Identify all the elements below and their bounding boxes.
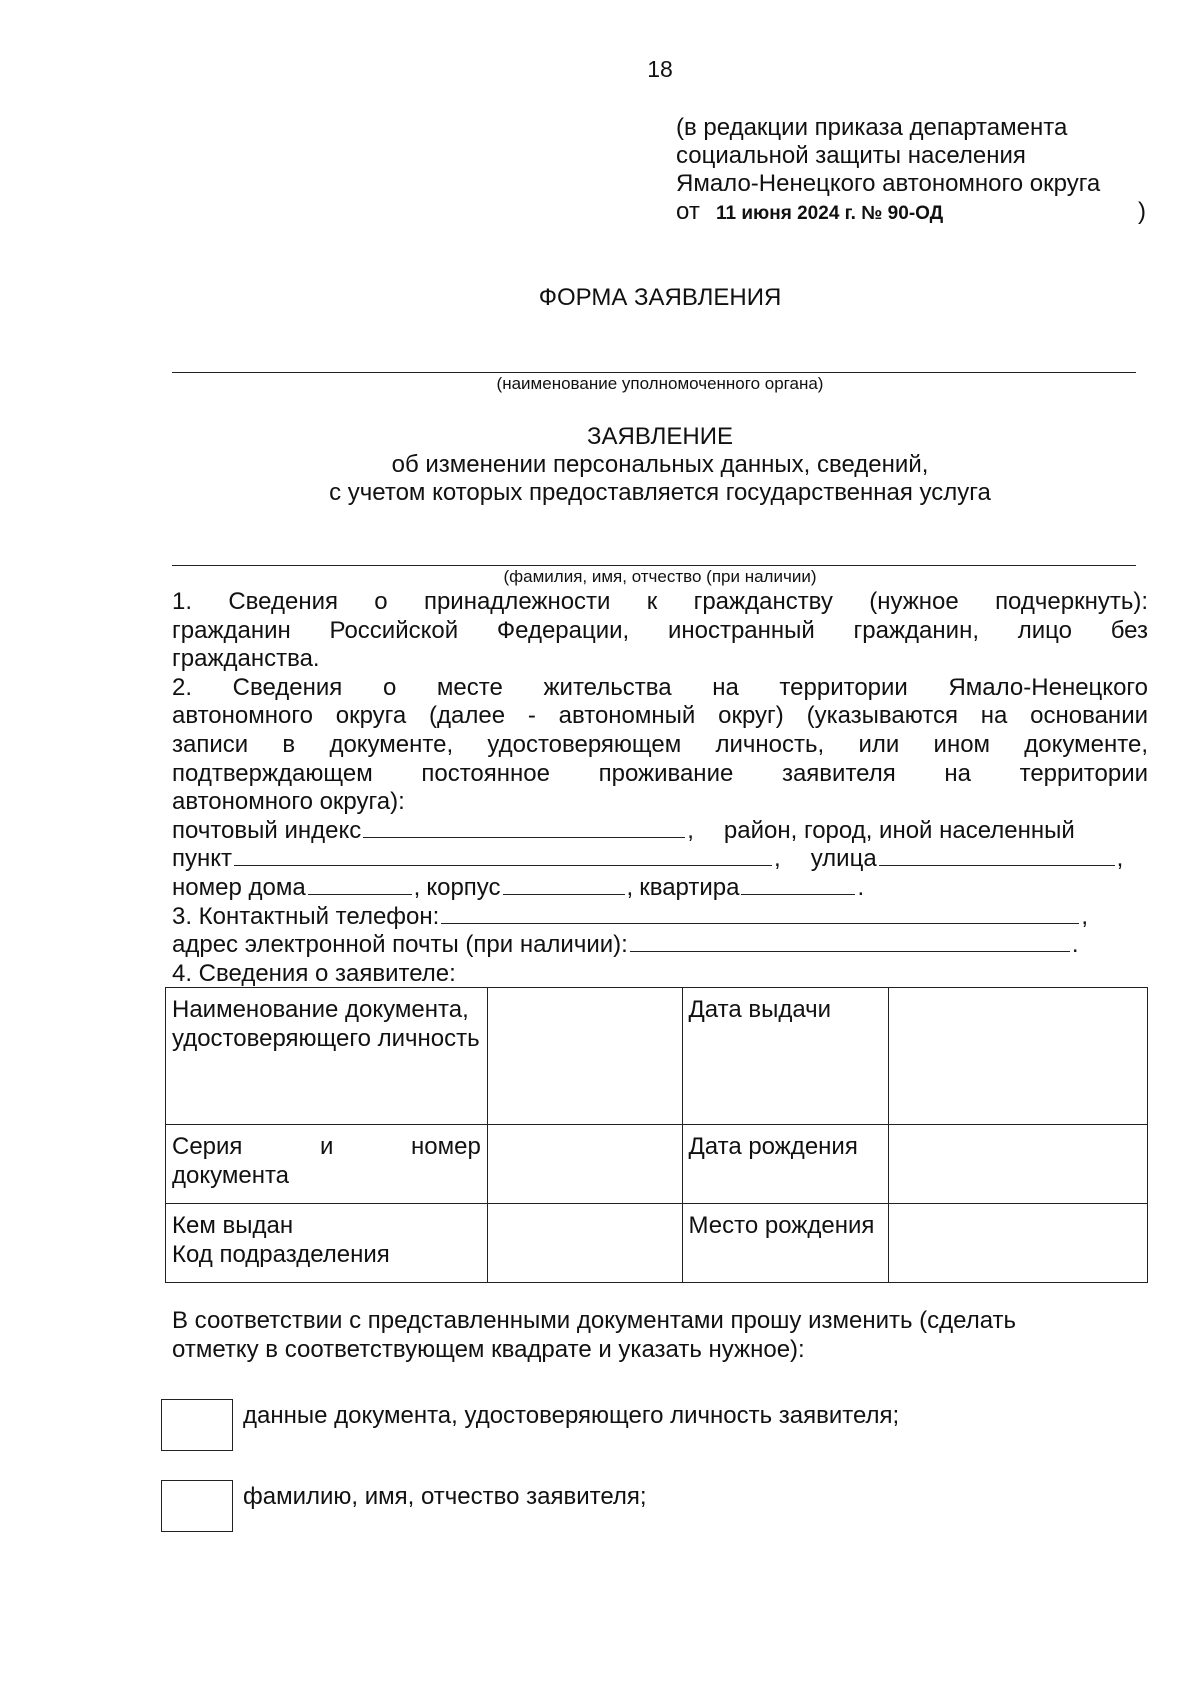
series-number-label-cell [166,1125,488,1204]
postal-index-label: почтовый индекс [172,816,362,844]
apartment-field[interactable] [741,874,855,895]
issue-date-label-cell [682,988,889,1125]
postal-index-field[interactable] [363,817,685,838]
issued-by-value-cell[interactable] [487,1204,682,1283]
section2-line-3: записи в документе, удостоверяющем личность, или ином документе, [172,730,1148,758]
issued-by-label: Кем выдан [172,1212,294,1239]
section4-title: 4. Сведения о заявителе: [172,959,456,987]
redaction-note [676,114,1146,226]
house-field[interactable] [308,874,412,895]
option-fio-checkbox[interactable] [161,1480,233,1532]
form-body [172,588,1148,988]
address-row-1: почтовый индекс , район, город, иной населенный [172,816,1075,844]
table-row [166,1125,1148,1204]
birth-place-label: Место рождения [688,1212,875,1239]
email-field[interactable] [630,931,1070,952]
redaction-line-1: (в редакции приказа департамента [676,114,1068,141]
korpus-label: корпус [426,873,501,901]
issue-date-value-cell[interactable] [889,988,1148,1125]
request-line-2: отметку в соответствующем квадрате и указать нужное): [172,1335,805,1363]
redaction-date-line [676,198,1146,226]
section1-line-2: гражданин Российской Федерации, иностранный гражданин, лицо без [172,616,1148,644]
applicant-info-table [165,987,1148,1283]
punkt-label: пункт [172,845,233,873]
option-identity-doc-label: данные документа, удостоверяющего личность заявителя; [243,1402,900,1429]
section1-line-3: гражданства. [172,645,320,673]
redaction-close-paren: ) [1138,198,1146,225]
issued-by-label-cell [166,1204,488,1283]
form-title: ФОРМА ЗАЯВЛЕНИЯ [538,284,782,311]
option-fio-label: фамилию, имя, отчество заявителя; [243,1483,647,1510]
birth-place-label-cell [682,1204,889,1283]
district-label: район, город, иной населенный [723,816,1075,844]
address-row-2: пункт , улица , [172,845,1124,873]
division-code-label: Код подразделения [172,1240,390,1268]
authority-caption: (наименование уполномоченного органа) [496,374,824,393]
doc-name-label: Наименование документа, удостоверяющего личность [172,996,480,1052]
statement-heading [0,423,1200,507]
number-word: номер [411,1133,481,1160]
email-label: адрес электронной почты (при наличии): [172,931,628,959]
email-row: адрес электронной почты (при наличии): . [172,931,1079,959]
redaction-line-2: социальной защиты населения [676,142,1026,169]
authority-name-line [172,372,1136,373]
phone-field[interactable] [441,903,1079,924]
redaction-ot: от [676,198,700,225]
street-label: улица [810,845,877,873]
birth-date-label-cell [682,1125,889,1204]
birth-place-value-cell[interactable] [889,1204,1148,1283]
series-word: Серия [172,1133,243,1160]
issue-date-label: Дата выдачи [688,996,832,1023]
and-word: и [320,1133,334,1160]
redaction-line-3: Ямало-Ненецкого автономного округа [676,170,1101,197]
document-word: документа [172,1161,290,1189]
address-row-3: номер дома , корпус , квартира . [172,873,865,901]
option-identity-doc-checkbox[interactable] [161,1399,233,1451]
heading-line-2: об изменении персональных данных, сведений, [391,451,929,478]
series-number-value-cell[interactable] [487,1125,682,1204]
fio-line [172,565,1136,566]
series-number-line [172,1133,481,1162]
change-request-paragraph [172,1307,1148,1364]
phone-row: 3. Контактный телефон: , [172,902,1088,930]
page-number: 18 [647,56,673,82]
section1-line-1: 1. Сведения о принадлежности к гражданству (нужное подчеркнуть): [172,588,1148,615]
redaction-order-date: 11 июня 2024 г. № 90-ОД [716,203,944,224]
birth-date-label: Дата рождения [688,1133,858,1160]
doc-name-label-cell [166,988,488,1125]
punkt-field[interactable] [234,845,772,866]
request-line-1: В соответствии с представленными документами прошу изменить (сделать [172,1307,1017,1334]
street-field[interactable] [879,845,1115,866]
phone-label: 3. Контактный телефон: [172,902,440,930]
section2-line-1: 2. Сведения о месте жительства на территории Ямало-Ненецкого [172,673,1148,701]
table-row [166,1204,1148,1283]
house-label: номер дома [172,873,306,901]
section2-line-4: подтверждающем постоянное проживание заявителя на территории [172,759,1148,787]
table-row [166,988,1148,1125]
doc-name-value-cell[interactable] [487,988,682,1125]
birth-date-value-cell[interactable] [889,1125,1148,1204]
section2-line-5: автономного округа): [172,788,405,816]
fio-caption: (фамилия, имя, отчество (при наличии) [503,567,817,586]
heading-line-3: с учетом которых предоставляется государственная услуга [329,479,991,506]
section2-line-2: автономного округа (далее - автономный округ) (указываются на основании [172,702,1148,730]
heading-line-1: ЗАЯВЛЕНИЕ [587,423,733,450]
korpus-field[interactable] [503,874,625,895]
apartment-label: квартира [639,873,740,901]
